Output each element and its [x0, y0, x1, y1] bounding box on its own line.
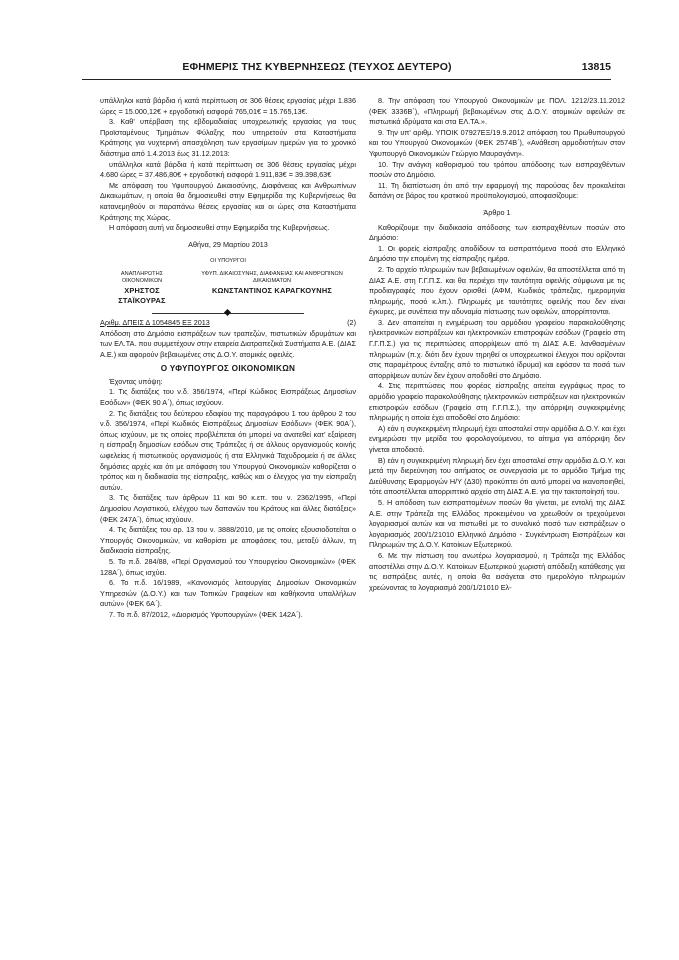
paragraph: 6. Με την πίστωση του ανωτέρω λογαριασμού, η Τράπεζα της Ελλάδος αποστέλλει στην Δ.Ο.Υ. Κατοίκων Εξωτερικού χωριστή απόδειξη κατάθεσης για τις εισπράξεις αυτές, η οποία θα εισάγεται στο ημερολόγιο πληρωμών χρεώνοντας το λογαριασμό 200/1/21010 Ελ- [369, 550, 625, 592]
paragraph: Η απόφαση αυτή να δημοσιευθεί στην Εφημερίδα της Κυβερνήσεως. [109, 223, 330, 233]
paragraph: 1. Οι φορείς είσπραξης αποδίδουν τα εισπραττόμενα ποσά στο Ελληνικό Δημόσιο την επομένη της είσπραξης ημέρα. [369, 243, 625, 264]
paragraph: Καθορίζουμε την διαδικασία απόδοσης των εισπραχθέντων ποσών στο Δημόσιο: [369, 222, 625, 243]
paragraph: υπάλληλοι κατά βάρδια ή κατά περίπτωση σε 306 θέσεις εργασίας μέχρι 1.836 ώρες = 15.000,12€ + εργοδοτική εισφορά 765,01€ = 15.765,13€. [100, 96, 356, 116]
recital: 11. Τη διαπίστωση ότι από την εφαρμογή της παρούσας δεν προκαλείται δαπάνη σε βάρος του κρατικού προϋπολογισμού, αποφασίζουμε: [369, 180, 625, 201]
recital: 8. Την απόφαση του Υπουργού Οικονομικών με ΠΟΛ. 1212/23.11.2012 (ΦΕΚ 3336Β΄), «Πληρωμή βεβαιωμένων στις Δ.Ο.Υ. ατομικών οφειλών σε πιστωτικά ιδρύματα και στα ΕΛ.ΤΑ.». [369, 96, 625, 127]
recital: 2. Τις διατάξεις του δεύτερου εδαφίου της παραγράφου 1 του άρθρου 2 του ν.δ. 356/1974, «Περί Κωδικός Εισπράξεως Δημοσίων Εσόδων» (ΦΕΚ 90Α΄), όπως ισχύουν, με τις οποίες προβλέπεται ότι μπορεί να ανατεθεί κατ' εξαίρεση η είσπραξη δημοσίων εσόδων στις Τράπεζες ή σε άλλους οργανισμούς κοινής ωφελείας ή πιστωτικούς οργανισμούς ή στα Ελληνικά Ταχυδρομεία ή σε άλλες δημόσιες αρχές και ότι με απόφαση του Υπουργού Οικονομικών καθορίζεται ο τρόπος και η διαδικασία της είσπραξης, καθώς και ο έλεγχος για την είσπραξη αυτών. [100, 408, 356, 492]
decision-number: Αριθμ. ΔΠΕΙΣ Δ 1054845 ΕΞ 2013 [100, 317, 210, 327]
paragraph: 5. Η απόδοση των εισπραττομένων ποσών θα γίνεται, με εντολή της ΔΙΑΣ Α.Ε. στην Τράπεζα της Ελλάδος προκειμένου να χρεωθούν οι τρεχούμενοι λογαριασμοί αυτών και να πιστωθεί με το συνολικό ποσό των εισπράξεων ο λογαριασμός 200/1/21010 Ελληνικό Δημόσιο - Συγκέντρωση Εισπράξεων και Πληρωμών της Δ.Ο.Υ. Κατοίκων Εξωτερικού. [369, 497, 625, 550]
date-line: Αθήνα, 29 Μαρτίου 2013 [188, 239, 268, 249]
paragraph: Με απόφαση του Υφυπουργού Δικαιοσύνης, Διαφάνειας και Ανθρωπίνων Δικαιωμάτων, η οποία θα δημοσιευθεί στην Εφημερίδα της Κυβερνήσεως θα κατανεμηθούν οι παραπάνω θέσεις εργασίας και οι ώρες στα Καταστήματα Κράτησης της Χώρας. [100, 180, 356, 222]
article-heading: Άρθρο 1 [483, 207, 511, 217]
paragraph: Β) εάν η συγκεκριμένη πληρωμή δεν έχει αποσταλεί στην αρμόδια Δ.Ο.Υ. και μετά την διερεύνηση του αιτήματος σε συνεργασία με το αρμόδιο Τμήμα της Διεύθυνσης Εφαρμογών Η/Υ (Δ30) προκύπτει ότι αυτό μπορεί να ικανοποιηθεί, τότε αποστέλλεται απορριπτικό αρχείο στη ΔΙΑΣ Α.Ε. για την τακτοποίησή του. [369, 455, 625, 497]
recital: 3. Τις διατάξεις των άρθρων 11 και 90 κ.επ. του ν. 2362/1995, «Περί Δημοσίου Λογιστικού, ελέγχου των δαπανών του Κράτους και άλλες διατάξεις» (ΦΕΚ 247Α΄), όπως ισχύουν. [100, 493, 356, 524]
page-number: 13815 [581, 61, 611, 73]
page-header [82, 61, 611, 79]
recital: 6. Το π.δ. 16/1989, «Κανονισμός λειτουργίας Δημοσίων Οικονομικών Υπηρεσιών (Δ.Ο.Υ.) και των Τοπικών Γραφείων και καθήκοντα υπαλλήλων αυτών» (ΦΕΚ 6Α΄). [100, 578, 356, 609]
recital: 7. Το π.δ. 87/2012, «Διορισμός Υφυπουργών» (ΦΕΚ 142Α΄). [109, 609, 303, 619]
section-divider [100, 308, 356, 318]
signature-role: ΑΝΑΠΛΗΡΩΤΗΣ ΟΙΚΟΝΟΜΙΚΩΝ [120, 270, 164, 284]
paragraph: 4. Στις περιπτώσεις που φορέας είσπραξης αιτείται εγγράφως προς το αρμόδιο γραφείο παρακολούθησης ηλεκτρονικών εισπράξεων και ηλεκτρονικών επιστροφών εσόδων (Γραφείο στη Γ.Γ.Π.Σ.), την απόρριψη συγκεκριμένης πληρωμής η οποία έχει αποδοθεί στο Δημόσιο: [369, 381, 625, 423]
decision-subject: Απόδοση στο Δημόσιο εισπράξεων των τραπεζών, πιστωτικών ιδρυμάτων και των ΕΛ.ΤΑ. που συμμετέχουν στην εταιρεία Διατραπεζικά Συστήματα Α.Ε. (ΔΙΑΣ Α.Ε.) και αφορούν βεβαιωμένες στις Δ.Ο.Υ. ατομικές οφειλές. [100, 328, 356, 359]
paragraph: 3. Καθ' υπέρβαση της εβδομαδιαίας υποχρεωτικής εργασίας για τους Προϊσταμένους Τμημάτων Φύλαξης που υπηρετούν στα Καταστήματα Κράτησης για νυχτερινή απασχόληση των εργασίμων ημερών για το χρονικό διάστημα από 1.4.2013 έως 31.12.2013: [100, 117, 356, 158]
signature-name: ΧΡΗΣΤΟΣ ΣΤΑΪΚΟΥΡΑΣ [118, 285, 166, 305]
divider-diamond-icon [224, 309, 231, 316]
right-column [369, 96, 625, 593]
left-column [100, 96, 356, 621]
paragraph: 3. Δεν απαιτείται η ενημέρωση του αρμόδιου γραφείου παρακολούθησης ηλεκτρονικών εισπράξεων και ηλεκτρονικών επιστροφών εσόδων (Γραφείο στη Γ.Γ.Π.Σ.) για τις περιπτώσεις απορρίψεων από τη ΔΙΑΣ Α.Ε. λανθασμένων πληρωμών (π.χ. διότι δεν έχουν τηρηθεί οι υποχρεωτικοί έλεγχοι που ορίζονται στις παραμέτρους ένταξης από το πιστωτικό ίδρυμα) και εφόσον τα ποσά των απορρίψεων αυτών δεν έχουν αποδοθεί στο Δημόσιο. [369, 317, 625, 380]
recital: 10. Την ανάγκη καθορισμού του τρόπου απόδοσης των εισπραχθέντων ποσών στο Δημόσιο. [369, 159, 625, 180]
recital: 4. Τις διατάξεις του αρ. 13 του ν. 3888/2010, με τις οποίες εξουσιοδοτείται ο Υπουργός Οικονομικών, να καθορίσει με αποφάσεις του, μεταξύ άλλων, τη διαδικασία είσπραξης. [100, 525, 356, 556]
gazette-title: ΕΦΗΜΕΡΙΣ ΤΗΣ ΚΥΒΕΡΝΗΣΕΩΣ (ΤΕΥΧΟΣ ΔΕΥΤΕΡΟ) [182, 61, 452, 73]
signatures [100, 271, 356, 306]
ministers-label: ΟΙ ΥΠΟΥΡΓΟΙ [210, 258, 246, 265]
decision-index: (2) [347, 317, 356, 327]
signature-a [100, 271, 184, 306]
signature-b [188, 271, 356, 306]
recital: 1. Τις διατάξεις του ν.δ. 356/1974, «Περί Κώδικος Εισπράξεως Δημοσίων Εσόδων» (ΦΕΚ 90 Α΄), όπως ισχύουν. [100, 387, 356, 408]
signature-role: ΥΦΥΠ. ΔΙΚΑΙΟΣΥΝΗΣ, ΔΙΑΦΑΝΕΙΑΣ ΚΑΙ ΑΝΘΡΩΠΙΝΩΝ ΔΙΚΑΙΩΜΑΤΩΝ [201, 270, 343, 284]
header-rule [82, 79, 611, 80]
paragraph: Α) εάν η συγκεκριμένη πληρωμή έχει αποσταλεί στην αρμόδια Δ.Ο.Υ. και έχει ενημερώσει την μερίδα του φορολογούμενου, το αίτημα για απόρριψη δεν γίνεται αποδεκτό. [369, 423, 625, 454]
paragraph: υπάλληλοι κατά βάρδια ή κατά περίπτωση σε 306 θέσεις εργασίας μέχρι 4.680 ώρες = 37.486,80€ + εργοδοτική εισφορά 1.911,83€ = 39.398,63€ [100, 159, 356, 180]
signature-name: ΚΩΝΣΤΑΝΤΙΝΟΣ ΚΑΡΑΓΚΟΥΝΗΣ [211, 285, 333, 295]
having-regard: Έχοντας υπόψη: [109, 376, 163, 386]
recital: 5. Το π.δ. 284/88, «Περί Οργανισμού του Υπουργείου Οικονομικών» (ΦΕΚ 128Α΄), όπως ισχύει. [100, 556, 356, 577]
decision-number-line [100, 318, 356, 329]
paragraph: 2. Το αρχείο πληρωμών των βεβαιωμένων οφειλών, θα αποστέλλεται από τη ΔΙΑΣ Α.Ε. στη Γ.Γ.Π.Σ. και θα περιέχει την ταυτότητα οφειλής σύμφωνα με τις προδιαγραφές που έχουν ορισθεί (ΑΦΜ, Κωδικός τράπεζας, ημερομηνία πληρωμής, ποσό κ.λπ.). Πληρωμές με ταυτότητες οφειλής που δεν είναι έγκυρες, με συνέπεια την αδυναμία πίστωσης των οφειλών, απορρίπτονται. [369, 264, 625, 317]
minister-heading: Ο ΥΦΥΠΟΥΡΓΟΣ ΟΙΚΟΝΟΜΙΚΩΝ [160, 364, 296, 374]
recital: 9. Την υπ' αριθμ. ΥΠΟΙΚ 07927ΕΞ/19.9.2012 απόφαση του Πρωθυπουργού και του Υπουργού Οικονομικών (ΦΕΚ 2574Β΄), «Ανάθεση αρμοδιοτήτων στον Υφυπουργό Οικονομικών Γεώργιο Μαυραγάνη». [369, 127, 625, 158]
